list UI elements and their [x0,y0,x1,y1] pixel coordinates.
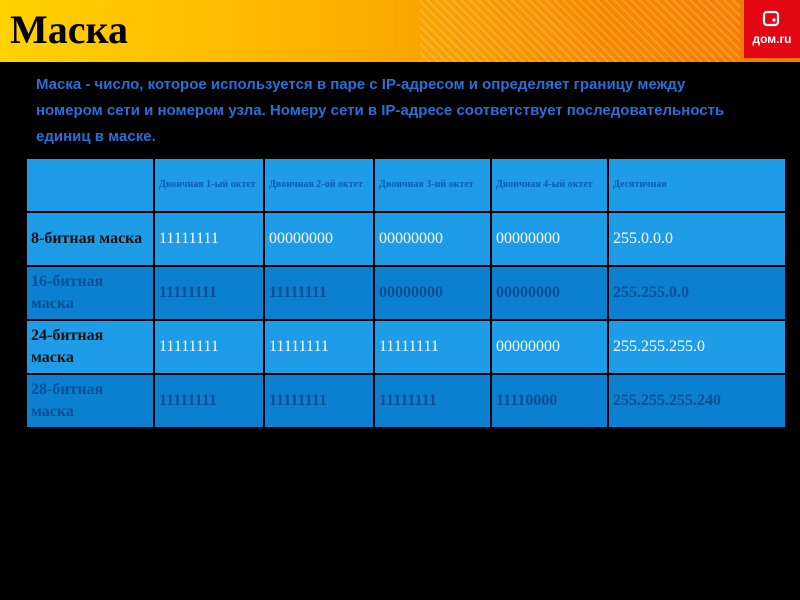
table-cell: 00000000 [491,320,608,374]
table-cell: 11111111 [374,374,491,428]
table-header-row [26,158,786,212]
table-cell: 11111111 [154,212,264,266]
row-label: 8-битная маска [26,212,154,266]
header-cell-octet-4: Двоичная 4-ый октет [491,158,608,212]
table-cell: 11111111 [154,320,264,374]
logo-text: дом.ru [752,32,792,46]
table-cell: 255.255.255.240 [608,374,786,428]
table-row [26,320,786,374]
header-cell-octet-1: Двоичная 1-ый октет [154,158,264,212]
table-cell: 11111111 [264,320,374,374]
table-cell: 11111111 [264,266,374,320]
table-cell: 00000000 [264,212,374,266]
table-cell: 11111111 [374,320,491,374]
table-cell: 11111111 [264,374,374,428]
table-cell: 255.255.0.0 [608,266,786,320]
header-cell-octet-3: Двоичная 3-ий октет [374,158,491,212]
table-cell: 11111111 [154,266,264,320]
table-cell: 00000000 [491,266,608,320]
intro-text: Маска - число, которое используется в паре с IP-адресом и определяет границу между номером сети и номером узла. Номеру сети в IP-адресе соответствует последовательность единиц в маске. [36,76,725,145]
header-cell-empty [26,158,154,212]
table-cell: 255.255.255.0 [608,320,786,374]
table-cell: 00000000 [374,266,491,320]
header-cell-decimal: Десятичная [608,158,786,212]
header-cell-octet-2: Двоичная 2-ой октет [264,158,374,212]
table-row [26,266,786,320]
table-cell: 11110000 [491,374,608,428]
header-bar [0,0,800,62]
logo-box-icon [762,10,780,28]
header-stripe-pattern [420,0,740,62]
table-row [26,374,786,428]
table-cell: 00000000 [491,212,608,266]
row-label: 24-битная маска [26,320,154,374]
table-cell: 00000000 [374,212,491,266]
page-title: Маска [10,7,128,52]
row-label: 16-битная маска [26,266,154,320]
row-label: 28-битная маска [26,374,154,428]
table-cell: 255.0.0.0 [608,212,786,266]
table-cell: 11111111 [154,374,264,428]
dom-ru-logo [744,0,800,58]
mask-table [25,157,787,429]
table-row [26,212,786,266]
